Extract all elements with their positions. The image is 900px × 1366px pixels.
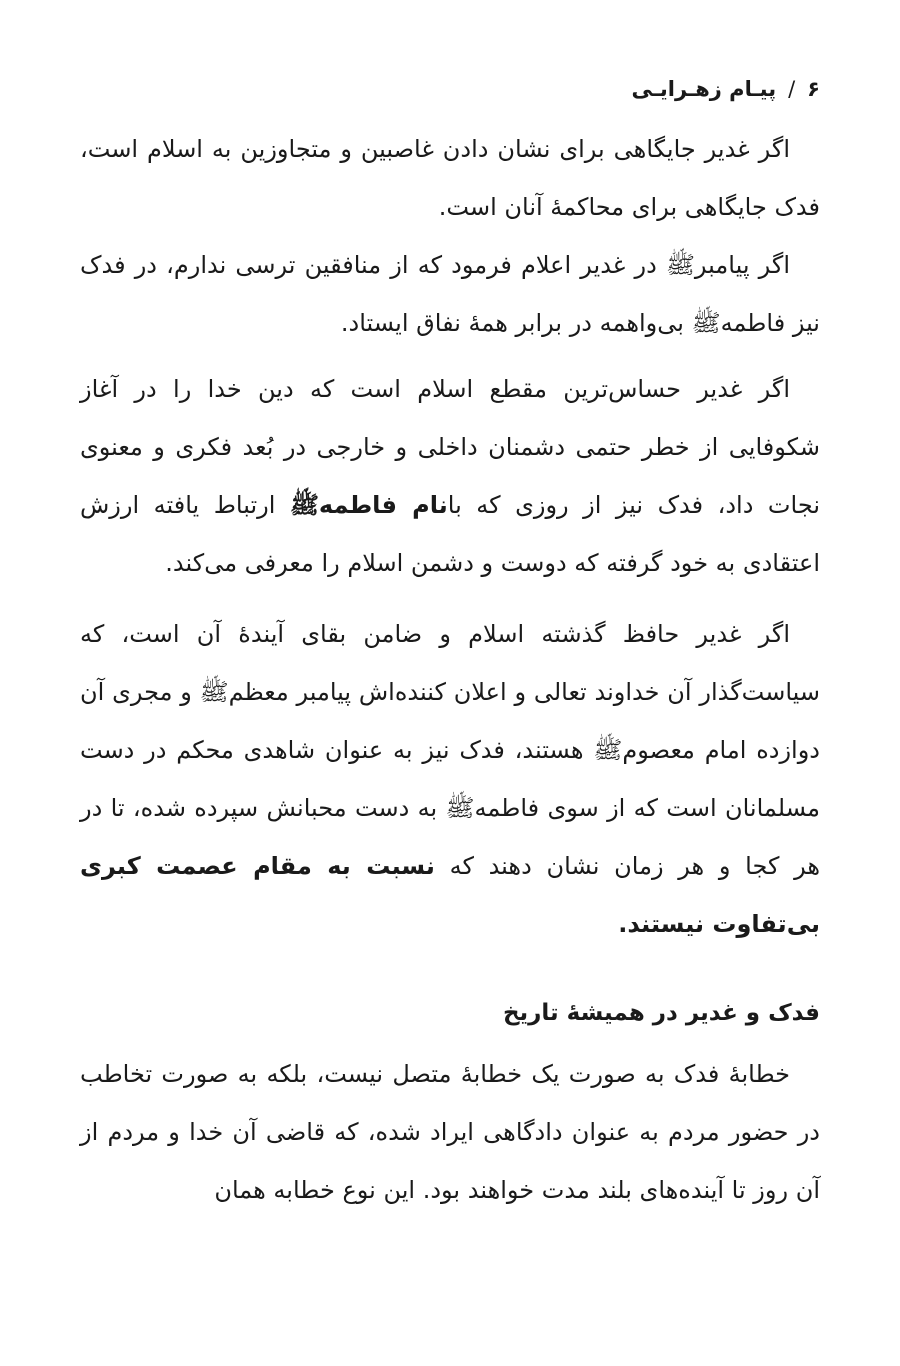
paragraph-3 [80,360,820,592]
paragraph-3-text: اگر غدیر حساس‌ترین مقطع اسلام است که دین خدا را در آغاز شکوفایی از خطر حتمی دشمنان داخلی و خارجی در بُعد فکری و معنوی نجات داد، فدک نیز از روزی که با [80,375,821,519]
paragraph-4-bold: نسبت به مقام عصمت کبری بی‌تفاوت نیستند. [80,852,820,938]
paragraph-1: اگر غدیر جایگاهی برای نشان دادن غاصبین و متجاوزین به اسلام است، فدک جایگاهی برای محاکمهٔ آنان است. [80,135,820,221]
book-title: پیـام زهـرایـی [631,77,777,101]
paragraph-4 [80,605,820,953]
paragraph-3-rest: ارتباط یافته ارزش اعتقادی به خود گرفته که دوست و دشمن اسلام را معرفی می‌کند. [80,491,820,577]
page-number: ۶ [807,77,820,101]
paragraph-block-1 [80,120,820,352]
paragraph-block-2 [80,360,820,592]
section-heading: فدک و غدیر در همیشهٔ تاریخ [502,1000,820,1026]
paragraph-2: اگر پیامبرﷺ در غدیر اعلام فرمود که از منافقین ترسی ندارم، در فدک نیز فاطمه‌ﷺ بی‌واهمه در برابر همهٔ نفاق ایستاد. [80,251,820,337]
paragraph-3-bold: نام فاطمه‌ﷺ [289,491,448,519]
paragraph-block-3 [80,605,820,953]
running-header [631,72,820,106]
paragraph-block-4 [80,1045,820,1219]
paragraph-4-text: اگر غدیر حافظ گذشته اسلام و ضامن بقای آیندهٔ آن است، که سیاست‌گذار آن خداوند تعالی و اعلان کننده‌اش پیامبر معظمﷺ و مجری آن دوازده امام معصومﷺ هستند، فدک نیز به عنوان شاهدی محکم در دست مسلمانان است که از سوی فاطمه‌ﷺ به دست محبانش سپرده شده، تا در هر کجا و هر زمان نشان دهند که [80,620,820,880]
header-separator: / [788,77,796,101]
paragraph-5: خطابهٔ فدک به صورت یک خطابهٔ متصل نیست، بلکه به صورت تخاطب در حضور مردم به عنوان دادگاهی ایراد شده، که قاضی آن خدا و مردم از آن روز تا آینده‌های بلند مدت خواهند بود. این نوع خطابه همان [80,1060,820,1204]
